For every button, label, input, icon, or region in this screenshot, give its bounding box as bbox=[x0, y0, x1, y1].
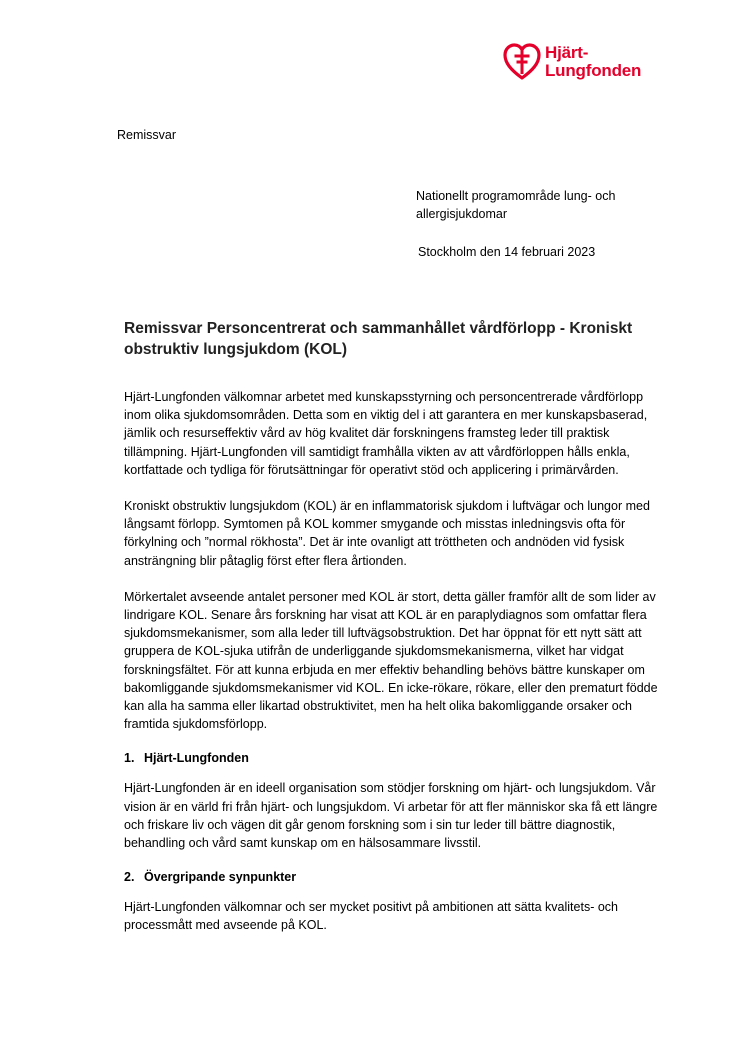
section-title-2: Övergripande synpunkter bbox=[144, 870, 297, 885]
document-body bbox=[124, 318, 659, 953]
recipient-line-2: allergisjukdomar bbox=[416, 207, 508, 221]
section-heading-2 bbox=[124, 870, 659, 884]
recipient-line-1: Nationellt programområde lung- och bbox=[416, 189, 616, 203]
logo-line-1: Hjärt- bbox=[545, 43, 589, 62]
recipient-address bbox=[416, 187, 656, 223]
section-paragraph-1: Hjärt-Lungfonden är en ideell organisation som stödjer forskning om hjärt- och lungsjukdom. Vår vision är en värld fri från hjärt- och lungsjukdom. Vi arbetar för att fler människor ska få ett längre och friskare liv och vägen dit går genom forskning som i sin tur leder till bättre diagnostik, behandling och vård samt kunskap om en hälsosammare livsstil. bbox=[124, 781, 658, 851]
section-title-1: Hjärt-Lungfonden bbox=[144, 751, 249, 766]
intro-paragraph-1: Hjärt-Lungfonden välkomnar arbetet med kunskapsstyrning och personcentrerade vårdförlopp inom olika sjukdomsområden. Detta som en viktig del i att garantera en mer kunskapsbaserad, jämlik och resurseffektiv vård av hög kvalitet där forskningens framsteg leder till praktisk tillämpning. Hjärt-Lungfonden vill samtidigt framhålla vikten av att vårdförloppen hålls enkla, kortfattade och tydliga för förutsättningar för operativt stöd och applicering i primärvården. bbox=[124, 390, 648, 477]
place-and-date: Stockholm den 14 februari 2023 bbox=[418, 245, 596, 259]
section-paragraph-2: Hjärt-Lungfonden välkomnar och ser mycket positivt på ambitionen att sätta kvalitets- och processmått med avseende på KOL. bbox=[124, 900, 618, 933]
document-type-label: Remissvar bbox=[117, 128, 177, 142]
section-number-1: 1. bbox=[124, 751, 135, 766]
brand-logo bbox=[502, 40, 662, 84]
section-number-2: 2. bbox=[124, 870, 135, 885]
section-heading-1 bbox=[124, 751, 659, 765]
logo-wordmark bbox=[545, 44, 641, 80]
logo-line-2: Lungfonden bbox=[545, 61, 642, 80]
heart-cross-icon bbox=[502, 42, 542, 82]
intro-paragraph-3: Mörkertalet avseende antalet personer med KOL är stort, detta gäller framför allt de som lider av lindrigare KOL. Senare års forskning har visat att KOL är en paraplydiagnos som omfattar flera sjukdomsmekanismer, som alla leder till luftvägsobstruktion. Det har öppnat för ett nytt sätt att gruppera de KOL-sjuka utifrån de underliggande sjukdomsmekanismerna, vilket har vidgat forskningsfältet. För att kunna erbjuda en mer effektiv behandling behövs bättre kunskaper om bakomliggande sjukdomsmekanismer vid KOL. En icke-rökare, rökare, eller den prematurt födde kan alla ha samma eller likartad obstruktivitet, men ha helt olika bakomliggande orsaker och framtida sjukdomsförlopp. bbox=[124, 589, 658, 732]
intro-paragraph-2: Kroniskt obstruktiv lungsjukdom (KOL) är en inflammatorisk sjukdom i luftvägar och lungor med långsamt förlopp. Symtomen på KOL kommer smygande och misstas inledningsvis ofta för förkylning och ”normal rökhosta”. Det är inte ovanligt att tröttheten och andnöden vid fysisk ansträngning blir påtaglig först efter flera årtionden. bbox=[124, 499, 650, 568]
document-title: Remissvar Personcentrerat och sammanhållet vårdförlopp - Kroniskt obstruktiv lungsjukdom (KOL) bbox=[124, 320, 633, 358]
